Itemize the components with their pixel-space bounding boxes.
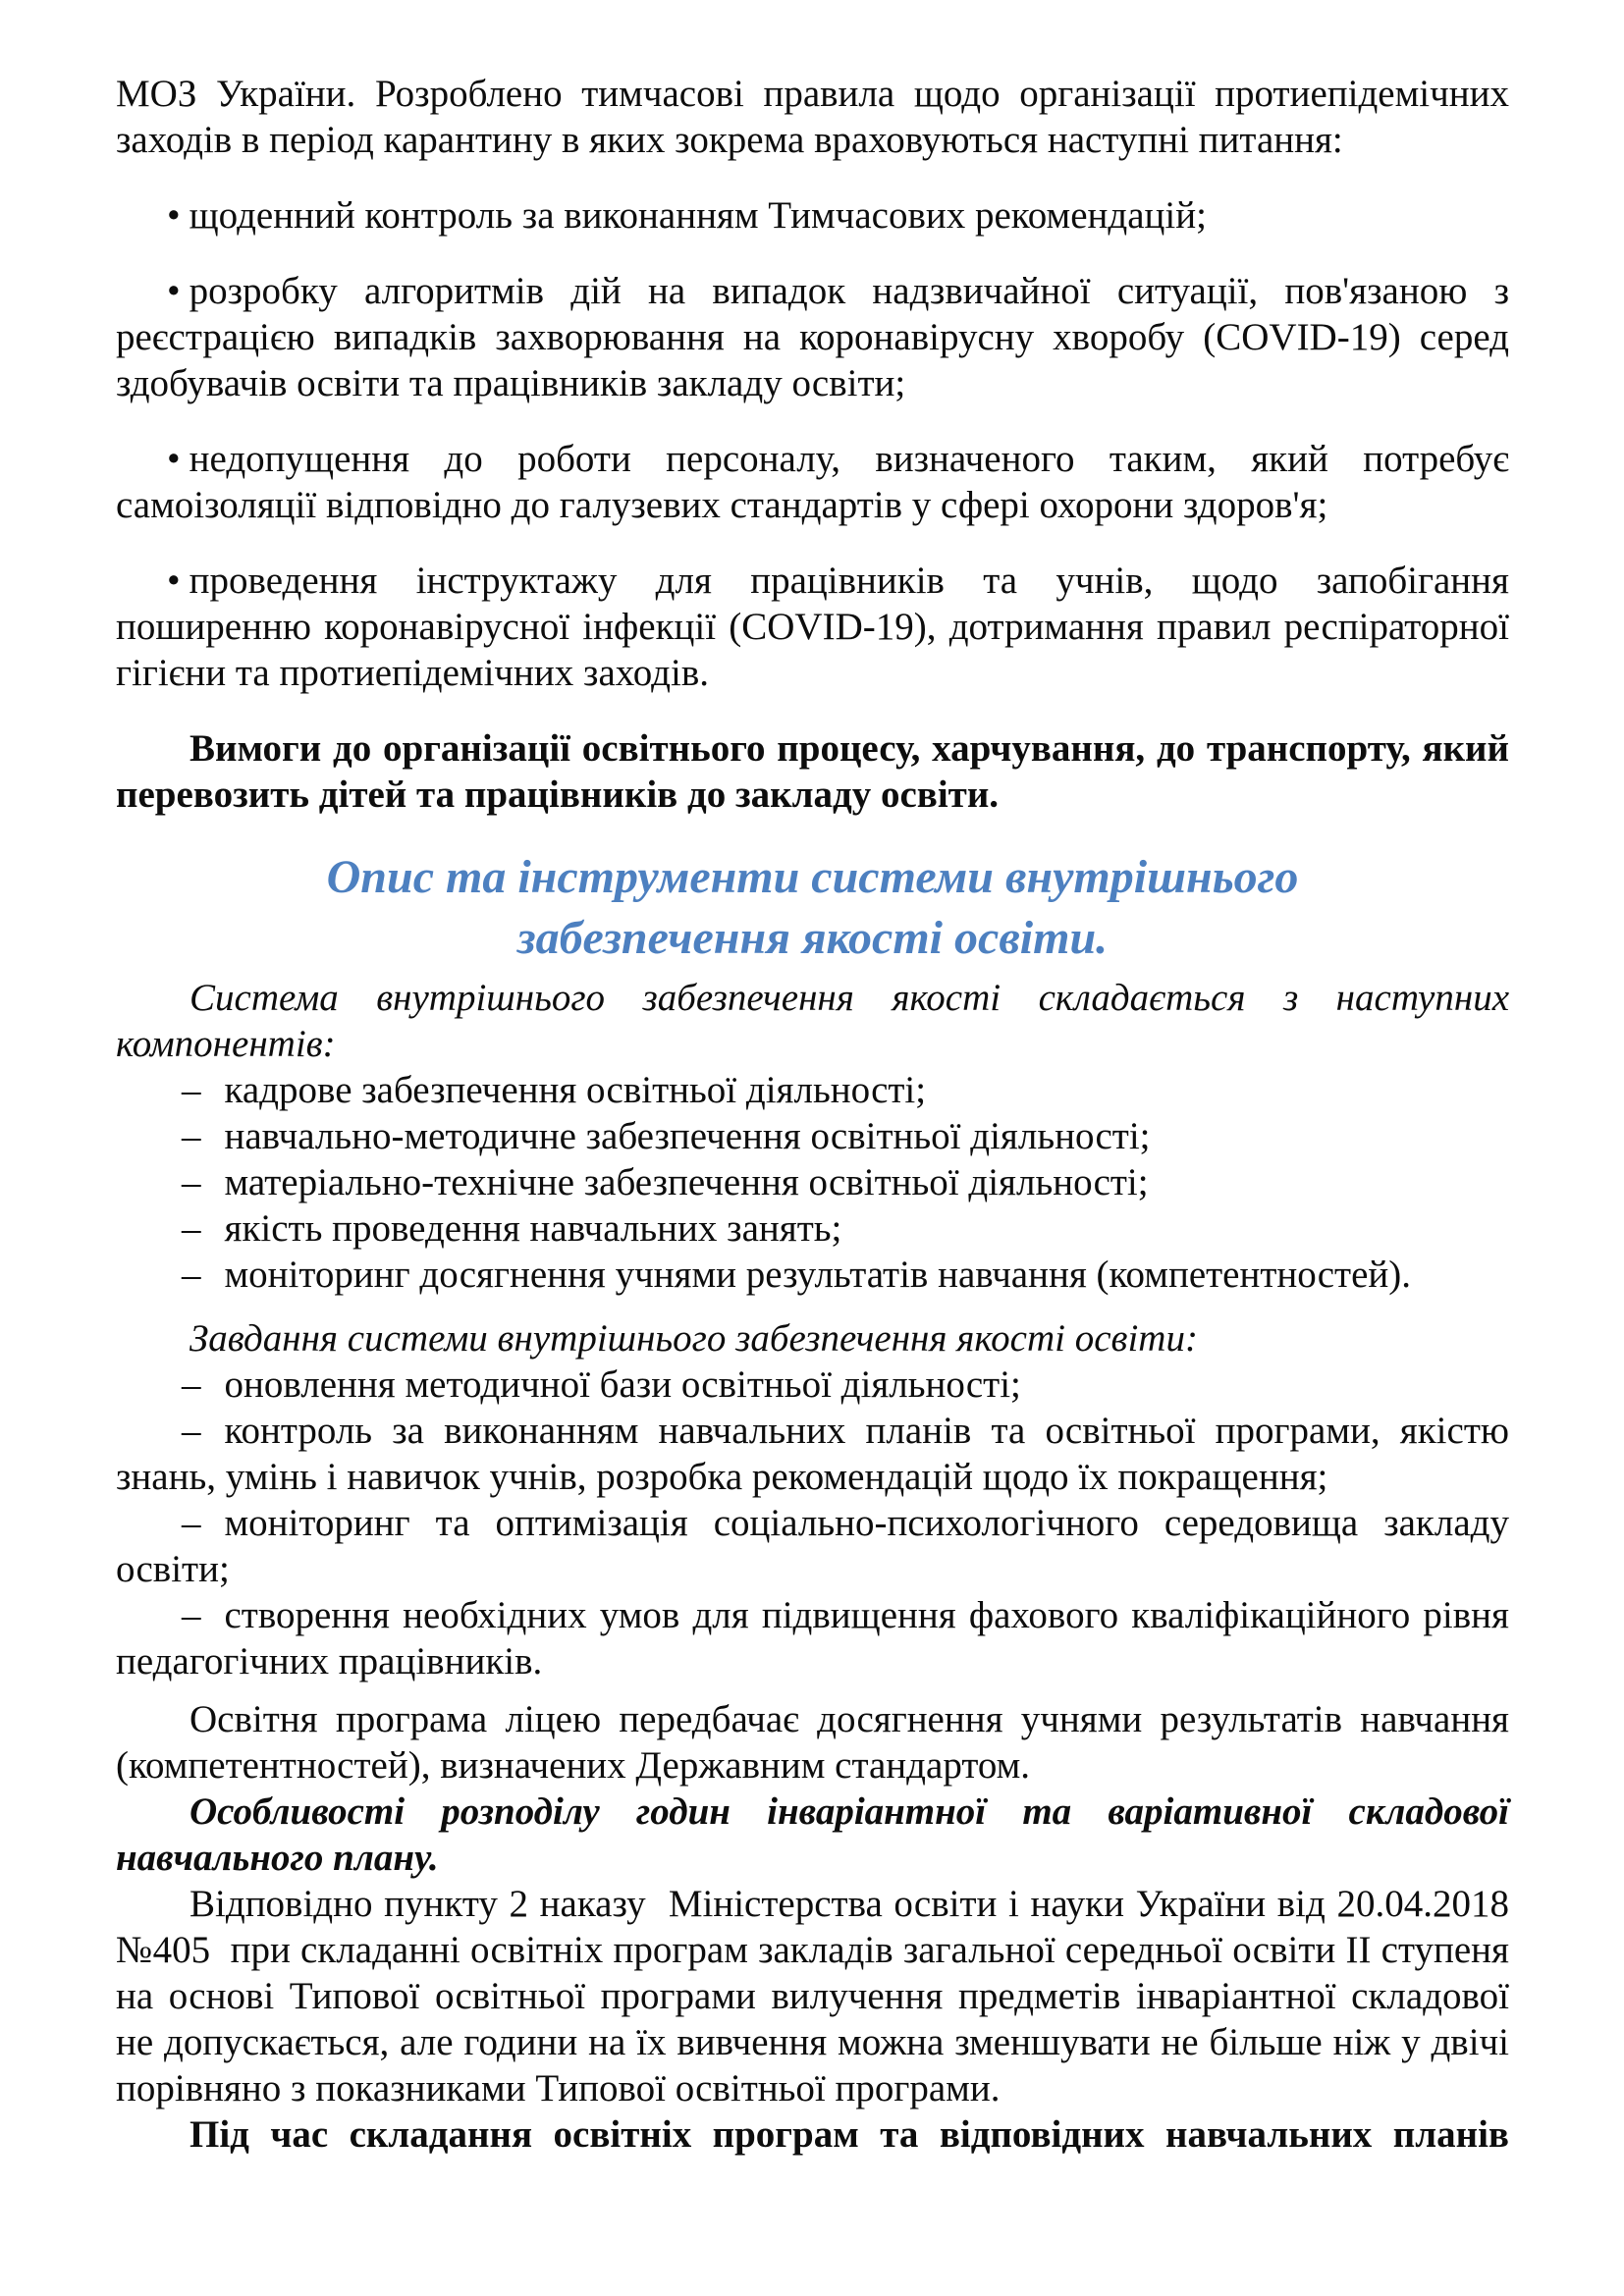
- dash-item-text: створення необхідних умов для підвищення фахового кваліфікаційного рівня педагогічних працівників.: [116, 1594, 1509, 1682]
- features-paragraph: Особливості розподілу годин інваріантної та варіативної складової навчального плану.: [116, 1790, 1509, 1879]
- dash-marker: –: [182, 1115, 201, 1157]
- dash-item-text: навчально-методичне забезпечення освітньої діяльності;: [224, 1115, 1151, 1157]
- bullet-item-text: проведення інструктажу для працівників та учнів, щодо запобігання поширенню коронавірусної інфекції (COVID-19), дотримання правил респіраторної гігієни та протиепідемічних заходів.: [116, 560, 1509, 694]
- dash-item-text: моніторинг та оптимізація соціально-психологічного середовища закладу освіти;: [116, 1502, 1509, 1590]
- section-heading: Опис та інструменти системи внутрішнього забезпечення якості освіти.: [326, 851, 1299, 964]
- bullet-marker: •: [167, 560, 181, 602]
- dash-item-text: матеріально-технічне забезпечення освітньої діяльності;: [224, 1161, 1149, 1203]
- program-paragraph: Освітня програма ліцею передбачає досягнення учнями результатів навчання (компетентностей), визначених Державним стандартом.: [116, 1698, 1509, 1787]
- dash-list-item: [116, 1500, 1509, 1592]
- dash-list-item: [116, 1362, 1509, 1408]
- dash-marker: –: [182, 1161, 201, 1203]
- bullet-list-item: [116, 268, 1509, 406]
- dash-item-text: якість проведення навчальних занять;: [224, 1207, 842, 1250]
- dash-list-item: [116, 1408, 1509, 1500]
- bullet-list-item: [116, 558, 1509, 696]
- dash-marker: –: [182, 1254, 201, 1296]
- closing-paragraph: Під час складання освітніх програм та відповідних навчальних планів: [189, 2113, 1509, 2156]
- dash-list-item: [116, 1592, 1509, 1684]
- bullet-item-text: розробку алгоритмів дій на випадок надзвичайної ситуації, пов'язаною з реєстрацією випадків захворювання на коронавірусну хворобу (COVID-19) серед здобувачів освіти та працівників закладу освіти;: [116, 270, 1509, 404]
- dash-marker: –: [182, 1594, 201, 1636]
- dash-list-item: [116, 1205, 1509, 1252]
- bullet-marker: •: [167, 438, 181, 480]
- dash-list-item: [116, 1159, 1509, 1205]
- dash-item-text: кадрове забезпечення освітньої діяльності;: [224, 1069, 927, 1111]
- dash-marker: –: [182, 1069, 201, 1111]
- dash-item-text: моніторинг досягнення учнями результатів навчання (компетентностей).: [224, 1254, 1412, 1296]
- intro-paragraph: МОЗ України. Розроблено тимчасові правила щодо організації протиепідемічних заходів в період карантину в яких зокрема враховуються наступні питання:: [116, 73, 1509, 161]
- dash-item-text: оновлення методичної бази освітньої діяльності;: [224, 1363, 1021, 1406]
- bullet-item-text: щоденний контроль за виконанням Тимчасових рекомендацій;: [189, 194, 1207, 237]
- dash-marker: –: [182, 1363, 201, 1406]
- bullet-marker: •: [167, 194, 181, 237]
- dash-list-item: [116, 1113, 1509, 1159]
- dash-list-item: [116, 1252, 1509, 1298]
- dash-marker: –: [182, 1502, 201, 1544]
- order-paragraph: Відповідно пункту 2 наказу Міністерства освіти і науки України від 20.04.2018 №405 при складанні освітніх програм закладів загальної середньої освіти ІІ ступеня на основі Типової освітньої програми вилучення предметів інваріантної складової не допускається, але години на їх вивчення можна зменшувати не більше ніж у двічі порівняно з показниками Типової освітньої програми.: [116, 1883, 1509, 2109]
- dash-marker: –: [182, 1207, 201, 1250]
- bullet-marker: •: [167, 270, 181, 312]
- bullet-list-item: [116, 436, 1509, 528]
- tasks-intro-paragraph: Завдання системи внутрішнього забезпечення якості освіти:: [189, 1317, 1198, 1360]
- dash-item-text: контроль за виконанням навчальних планів та освітньої програми, якістю знань, умінь і навичок учнів, розробка рекомендацій щодо їх покращення;: [116, 1410, 1509, 1498]
- dash-list-item: [116, 1067, 1509, 1113]
- requirements-paragraph: Вимоги до організації освітнього процесу, харчування, до транспорту, який перевозить дітей та працівників до закладу освіти.: [116, 727, 1509, 816]
- system-intro-paragraph: Система внутрішнього забезпечення якості складається з наступних компонентів:: [116, 977, 1509, 1065]
- bullet-item-text: недопущення до роботи персоналу, визначеного таким, який потребує самоізоляції відповідно до галузевих стандартів у сфері охорони здоров'я;: [116, 438, 1509, 526]
- bullet-list-item: [116, 192, 1509, 239]
- dash-marker: –: [182, 1410, 201, 1452]
